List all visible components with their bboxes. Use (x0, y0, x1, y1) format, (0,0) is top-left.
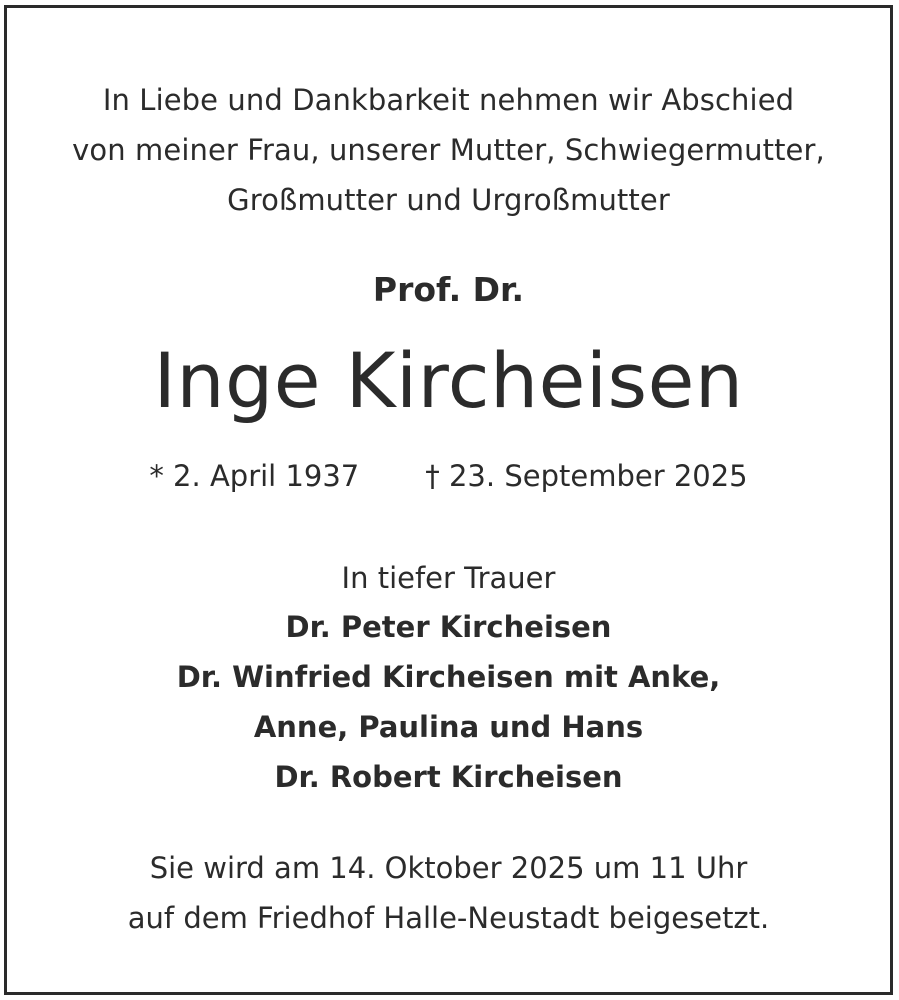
obituary-notice (4, 5, 893, 995)
academic-title: Prof. Dr. (372, 270, 525, 309)
mourner-name: Dr. Peter Kircheisen (285, 610, 612, 644)
funeral-info-line-2: auf dem Friedhof Halle-Neustadt beigesetzt. (127, 901, 770, 935)
mourning-heading: In tiefer Trauer (341, 561, 556, 595)
mourner-name: Dr. Winfried Kircheisen mit Anke, (176, 660, 721, 694)
death-date: † 23. September 2025 (425, 459, 748, 493)
intro-line-2: von meiner Frau, unserer Mutter, Schwiegermutter, (72, 133, 825, 167)
deceased-name: Inge Kircheisen (153, 336, 744, 425)
birth-date: * 2. April 1937 (149, 459, 360, 493)
life-dates (7, 459, 890, 493)
mourner-name: Dr. Robert Kircheisen (274, 760, 623, 794)
funeral-info-line-1: Sie wird am 14. Oktober 2025 um 11 Uhr (149, 851, 748, 885)
mourner-name: Anne, Paulina und Hans (253, 710, 644, 744)
intro-line-3: Großmutter und Urgroßmutter (227, 183, 670, 217)
intro-line-1: In Liebe und Dankbarkeit nehmen wir Abschied (102, 83, 795, 117)
